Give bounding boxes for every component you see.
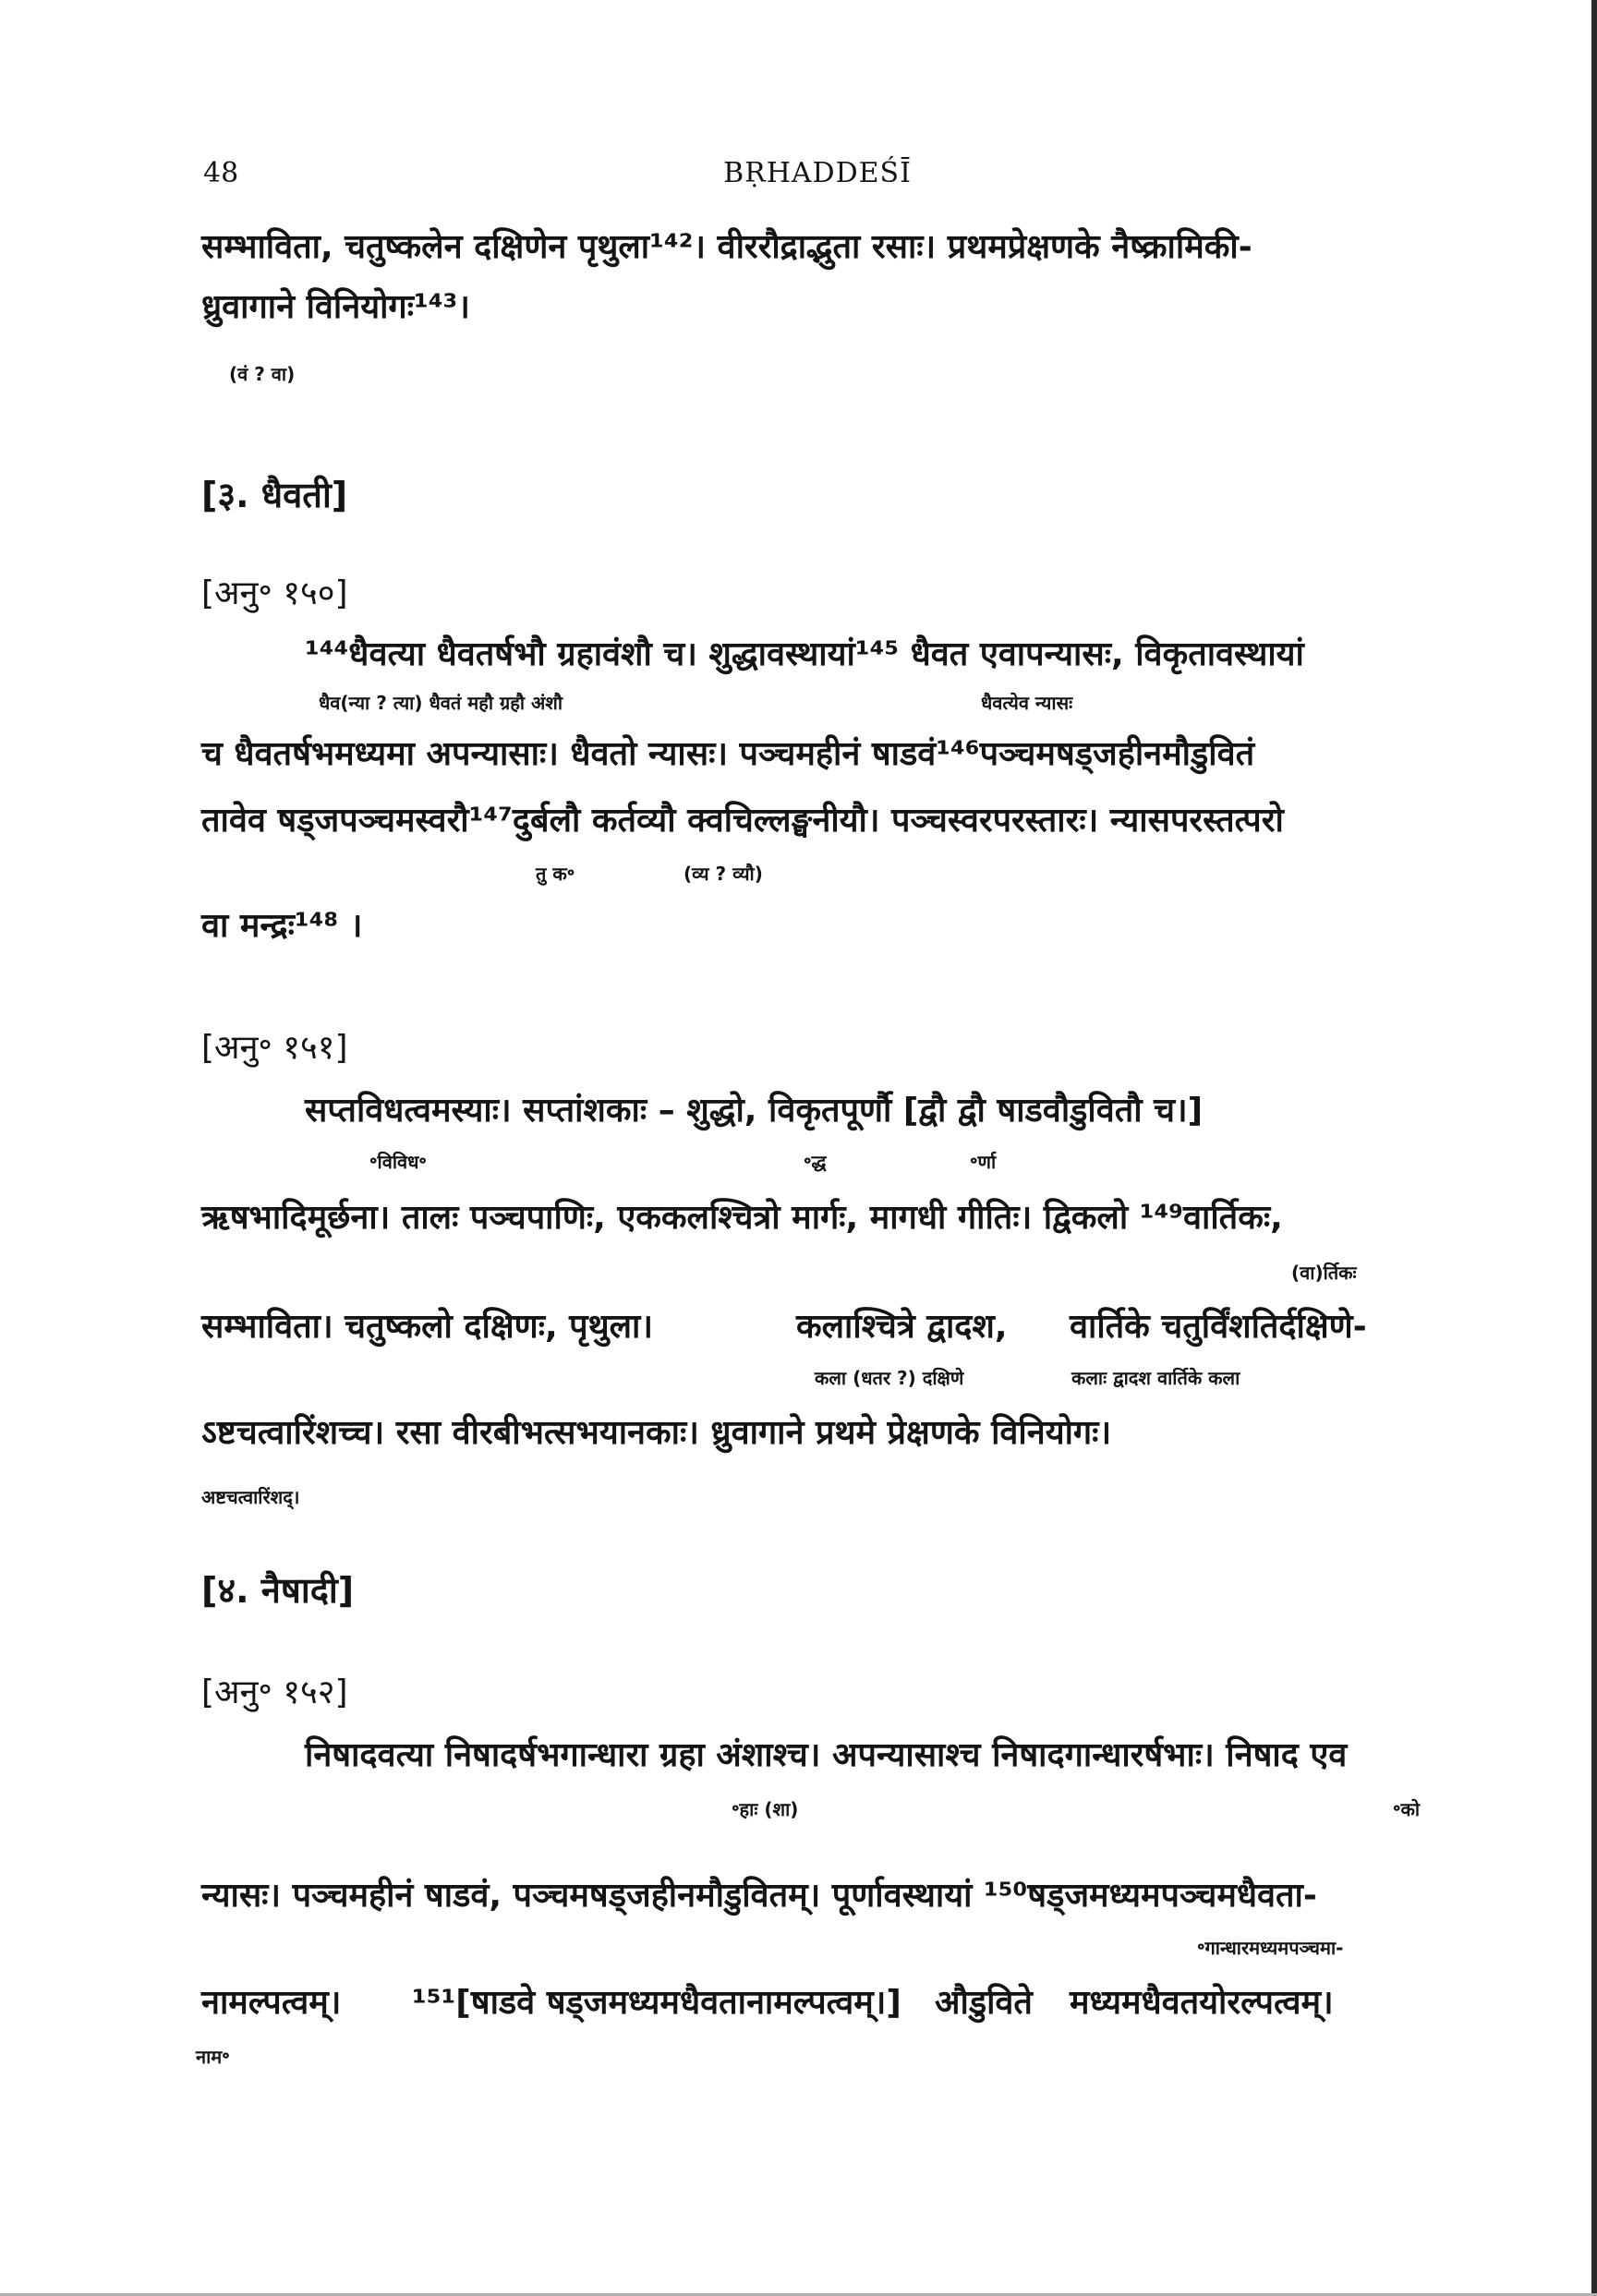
text-line: सम्भाविता। चतुष्कलो दक्षिणः, पृथुला। [201,1308,653,1346]
variant-reading: कला (धतर ?) दक्षिणे [815,1367,964,1389]
variant-reading: (व्य ? व्यौ) [684,863,763,885]
text-line: ¹⁴⁴धैवत्या धैवतर्षभौ ग्रहावंशौ च। शुद्धावस्थायां¹⁴⁵ धैवत एवापन्यासः, विकृतावस्थायां [305,635,1304,673]
section-heading: [४. नैषादी] [201,1570,355,1611]
variant-reading: (वा)र्तिकः [1291,1262,1357,1284]
text-line: मध्यमधैवतयोरल्पत्वम्। [1070,1984,1334,2022]
variant-reading: ॰गान्धारमध्यमपञ्चमा- [1197,1937,1344,1959]
running-header [203,157,1432,198]
text-line: वा मन्द्रः¹⁴⁸ । [201,907,363,945]
text-line: सम्भाविता, चतुष्कलेन दक्षिणेन पृथुला¹⁴²। वीररौद्राद्भुता रसाः। प्रथमप्रेक्षणके नैष्क्रामिकी- [201,228,1252,266]
running-title: BṚHADDEŚĪ [723,157,912,189]
anuccheda-label: [अनु॰ १५१] [201,1029,348,1067]
variant-reading: धैव(न्या ? त्या) धैवतं महौ ग्रहौ अंशौ [319,692,563,714]
variant-reading: अष्टचत्वारिंशद्। [201,1486,300,1508]
variant-reading: कलाः द्वादश वार्तिके कला [1071,1367,1240,1389]
variant-reading: ॰विविध॰ [369,1151,427,1173]
section-heading: [३. धैवती] [201,475,348,515]
page-edge [1591,0,1597,2296]
variant-reading: नाम॰ [196,2046,230,2068]
text-line: कलाश्चित्रे द्वादश, [796,1308,1008,1346]
variant-reading: ॰द्ध [804,1151,827,1173]
text-line: न्यासः। पञ्चमहीनं षाडवं, पञ्चमषड्जहीनमौडुवितम्। पूर्णावस्थायां ¹⁵⁰षड्जमध्यमपञ्चमधैवता- [201,1877,1317,1915]
page-number: 48 [203,157,239,189]
text-line: ऽष्टचत्वारिंशच्च। रसा वीरबीभत्सभयानकाः। ध्रुवागाने प्रथमे प्रेक्षणके विनियोगः। [201,1414,1112,1452]
text-line: औडुविते [935,1984,1033,2022]
text-line: तावेव षड्जपञ्चमस्वरौ¹⁴⁷दुर्बलौ कर्तव्यौ क्वचिल्लङ्घनीयौ। पञ्चस्वरपरस्तारः। न्यासपरस्तत्परो [201,802,1284,840]
variant-reading: ॰को [1393,1798,1421,1820]
variant-reading: ॰हाः (शा) [732,1798,799,1820]
text-line: निषादवत्या निषादर्षभगान्धारा ग्रहा अंशाश्च। अपन्यासाश्च निषादगान्धारर्षभाः। निषाद एव [305,1736,1348,1774]
variant-reading: (वं ? वा) [229,363,296,385]
text-line: ध्रुवागाने विनियोगः¹⁴³। [201,288,470,326]
anuccheda-label: [अनु॰ १५२] [201,1674,348,1711]
text-line: वार्तिके चतुर्विंशतिर्दक्षिणे- [1070,1308,1367,1346]
variant-reading: तु क॰ [536,863,575,885]
text-line: ¹⁵¹[षाडवे षड्जमध्यमधैवतानामल्पत्वम्।] [412,1984,901,2022]
text-line: च धैवतर्षभमध्यमा अपन्यासाः। धैवतो न्यासः। पञ्चमहीनं षाडवं¹⁴⁶पञ्चमषड्जहीनमौडुवितं [201,735,1255,773]
variant-reading: धैवत्येव न्यासः [981,692,1073,714]
text-line: ऋषभादिमूर्छना। तालः पञ्चपाणिः, एककलश्चित्रो मार्गः, मागधी गीतिः। द्विकलो ¹⁴⁹वार्तिकः, [201,1199,1283,1237]
anuccheda-label: [अनु॰ १५०] [201,574,348,612]
text-line: सप्तविधत्वमस्याः। सप्तांशकाः – शुद्धो, विकृतपूर्णौ [द्वौ द्वौ षाडवौडुवितौ च।] [305,1092,1204,1130]
variant-reading: ॰र्णा [970,1151,997,1173]
text-line: नामल्पत्वम्। [201,1984,342,2022]
